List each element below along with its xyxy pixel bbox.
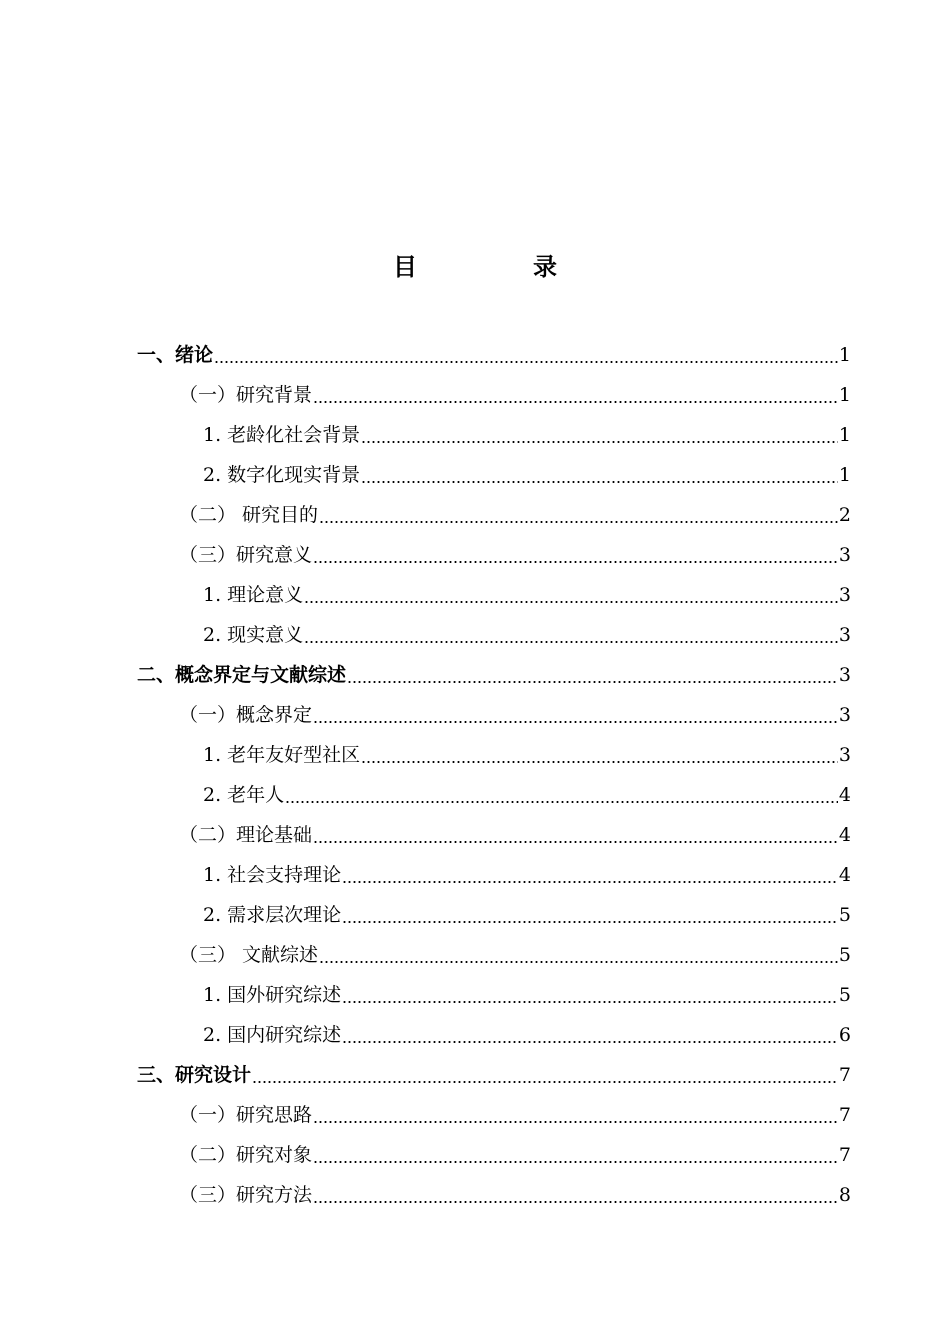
toc-entry[interactable] <box>137 967 851 1007</box>
table-of-contents <box>137 327 851 1207</box>
toc-entry[interactable] <box>137 327 851 367</box>
toc-entry-text: （二）研究对象 <box>179 1144 313 1166</box>
dot-leader <box>342 984 838 1004</box>
dot-leader <box>361 424 838 444</box>
toc-entry[interactable] <box>137 567 851 607</box>
toc-entry-page-number: 4 <box>838 824 851 846</box>
dot-leader <box>252 1064 838 1084</box>
toc-entry-page-number: 2 <box>838 504 851 526</box>
toc-entry-page-number: 3 <box>838 744 851 766</box>
toc-entry-page-number: 6 <box>838 1024 851 1046</box>
toc-entry-text: 1. 国外研究综述 <box>203 984 342 1006</box>
toc-entry-text: 三、研究设计 <box>137 1064 252 1086</box>
toc-entry[interactable] <box>137 687 851 727</box>
toc-entry-text: （一）概念界定 <box>179 704 313 726</box>
toc-entry-page-number: 3 <box>838 664 851 686</box>
dot-leader <box>319 504 838 524</box>
toc-entry-text: 1. 理论意义 <box>203 584 304 606</box>
toc-entry-page-number: 5 <box>838 984 851 1006</box>
toc-entry[interactable] <box>137 367 851 407</box>
toc-entry[interactable] <box>137 887 851 927</box>
toc-entry[interactable] <box>137 447 851 487</box>
toc-entry-text: 1. 社会支持理论 <box>203 864 342 886</box>
dot-leader <box>285 784 838 804</box>
toc-entry[interactable] <box>137 487 851 527</box>
toc-entry-page-number: 7 <box>838 1064 851 1086</box>
toc-entry[interactable] <box>137 647 851 687</box>
toc-entry[interactable] <box>137 1127 851 1167</box>
toc-entry-page-number: 3 <box>838 704 851 726</box>
dot-leader <box>313 1144 838 1164</box>
toc-entry-page-number: 7 <box>838 1104 851 1126</box>
toc-entry-text: 2. 需求层次理论 <box>203 904 342 926</box>
toc-entry-page-number: 4 <box>838 784 851 806</box>
toc-entry[interactable] <box>137 927 851 967</box>
dot-leader <box>313 544 838 564</box>
toc-entry-text: （二） 研究目的 <box>179 504 319 526</box>
toc-entry-text: 一、绪论 <box>137 344 214 366</box>
toc-entry[interactable] <box>137 807 851 847</box>
toc-entry-text: 1. 老龄化社会背景 <box>203 424 361 446</box>
toc-entry-page-number: 3 <box>838 624 851 646</box>
dot-leader <box>361 464 838 484</box>
toc-entry-page-number: 1 <box>838 424 851 446</box>
toc-entry-page-number: 3 <box>838 584 851 606</box>
dot-leader <box>342 1024 838 1044</box>
dot-leader <box>361 744 838 764</box>
toc-entry-text: （一）研究思路 <box>179 1104 313 1126</box>
dot-leader <box>347 664 838 684</box>
toc-entry[interactable] <box>137 407 851 447</box>
toc-entry-page-number: 1 <box>838 344 851 366</box>
toc-entry[interactable] <box>137 527 851 567</box>
dot-leader <box>304 584 838 604</box>
toc-entry-text: （三）研究意义 <box>179 544 313 566</box>
toc-entry-page-number: 1 <box>838 464 851 486</box>
toc-entry-text: 2. 老年人 <box>203 784 285 806</box>
dot-leader <box>214 344 838 364</box>
dot-leader <box>313 704 838 724</box>
dot-leader <box>319 944 838 964</box>
toc-entry[interactable] <box>137 1087 851 1127</box>
toc-entry-page-number: 4 <box>838 864 851 886</box>
toc-entry-page-number: 5 <box>838 944 851 966</box>
toc-entry-text: （三） 文献综述 <box>179 944 319 966</box>
toc-entry[interactable] <box>137 767 851 807</box>
toc-entry-text: （三）研究方法 <box>179 1184 313 1206</box>
toc-entry-text: （二）理论基础 <box>179 824 313 846</box>
toc-entry-text: 1. 老年友好型社区 <box>203 744 361 766</box>
toc-entry[interactable] <box>137 1007 851 1047</box>
dot-leader <box>313 824 838 844</box>
toc-entry[interactable] <box>137 1167 851 1207</box>
toc-entry-page-number: 7 <box>838 1144 851 1166</box>
toc-entry-page-number: 8 <box>838 1184 851 1206</box>
dot-leader <box>313 1184 838 1204</box>
toc-title: 目 录 <box>393 253 603 281</box>
toc-entry-text: 2. 现实意义 <box>203 624 304 646</box>
toc-entry[interactable] <box>137 727 851 767</box>
toc-entry-text: （一）研究背景 <box>179 384 313 406</box>
toc-entry-page-number: 1 <box>838 384 851 406</box>
toc-entry-page-number: 5 <box>838 904 851 926</box>
toc-entry-text: 二、概念界定与文献综述 <box>137 664 347 686</box>
dot-leader <box>313 384 838 404</box>
toc-entry-page-number: 3 <box>838 544 851 566</box>
dot-leader <box>304 624 838 644</box>
toc-entry-text: 2. 国内研究综述 <box>203 1024 342 1046</box>
toc-entry[interactable] <box>137 847 851 887</box>
toc-entry[interactable] <box>137 1047 851 1087</box>
dot-leader <box>342 864 838 884</box>
toc-entry[interactable] <box>137 607 851 647</box>
dot-leader <box>313 1104 838 1124</box>
dot-leader <box>342 904 838 924</box>
toc-entry-text: 2. 数字化现实背景 <box>203 464 361 486</box>
